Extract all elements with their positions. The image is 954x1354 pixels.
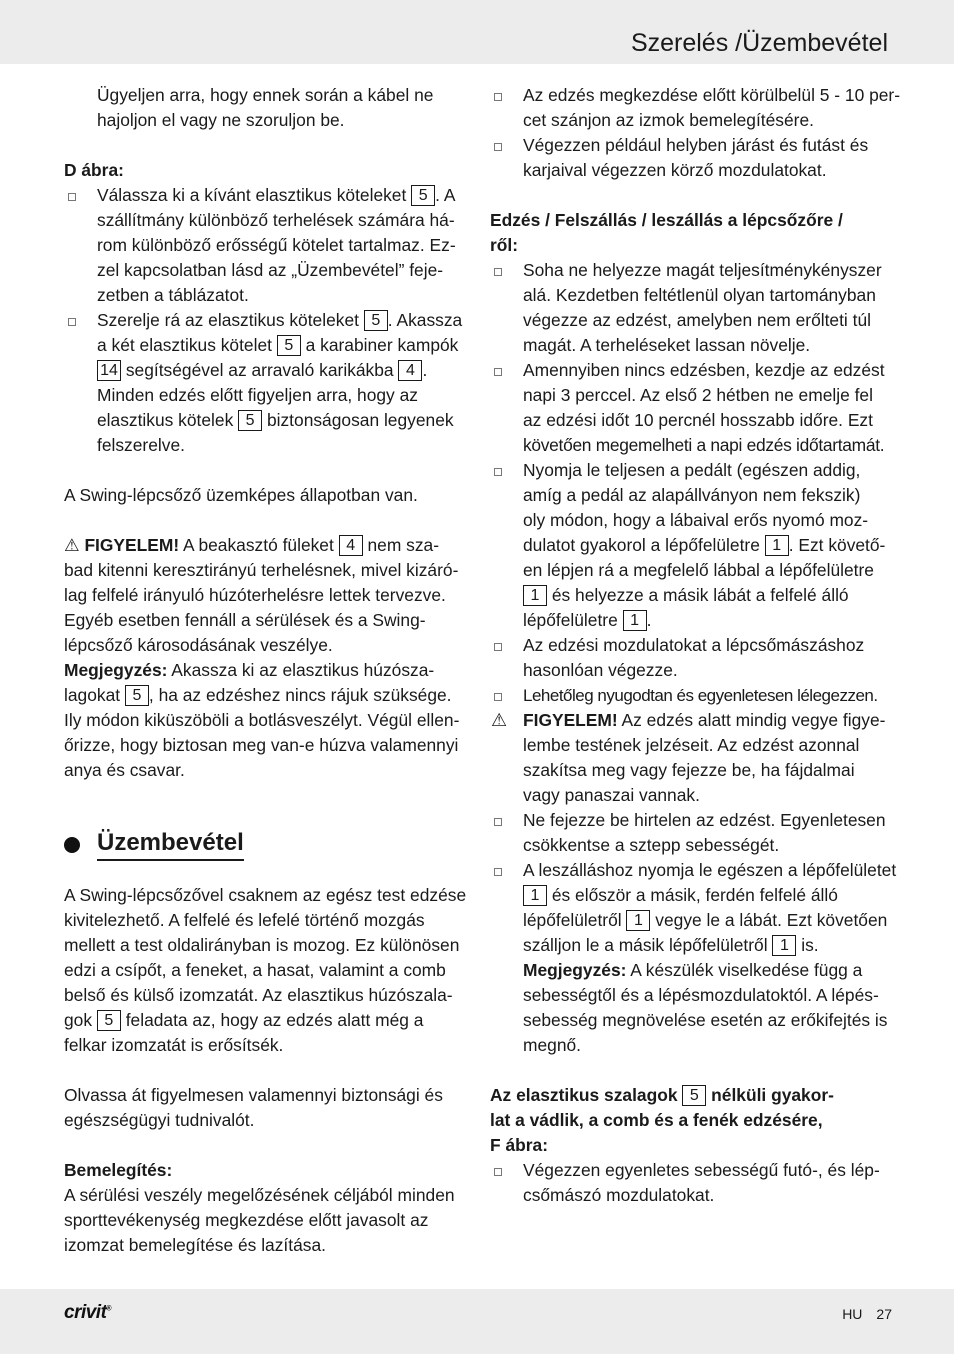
list-item: Soha ne helyezze magát teljesítménykényszer alá. Kezdetben feltétlenül olyan tartományban végezze az edzést, amelyben nem erőlteti túl magát. A terheléseket lassan növelje. bbox=[490, 258, 892, 358]
ref-box: 5 bbox=[125, 685, 149, 706]
bullet-dot-icon bbox=[64, 837, 80, 853]
brand-logo: crivit® bbox=[64, 1302, 112, 1323]
list-item: Szerelje rá az elasztikus köteleket 5 . Akassza a két elasztikus kötelet 5 a karabiner kampók 14 segítségével az arravaló karikákba 4 . Minden edzés előtt figyeljen arra, hogy az elasztikus kötelek 5 biztonságosan legyenek felszerelve. bbox=[64, 308, 466, 458]
warning-icon: ⚠ bbox=[491, 710, 508, 730]
warning-label: FIGYELEM! bbox=[523, 710, 618, 730]
page-footer bbox=[0, 1289, 954, 1354]
list-item: Amennyiben nincs edzésben, kezdje az edzést napi 3 perccel. Az első 2 hétben ne emelje fel az edzési időt 10 percnél hosszabb időre. Ezt követően megemelheti a napi edzés időtartamát. bbox=[490, 358, 892, 458]
ref-box: 5 bbox=[277, 335, 301, 356]
right-column: Az edzés megkezdése előtt körülbelül 5 - 10 per- cet szánjon az izmok bemelegítésére. Végezzen például helyben járást és futást és karjaival végezzen körző mozdulatokat. Edzés / Felszállás / leszállás a lépcsőzőre / ről: Soha ne helyezze magát teljesítménykényszer alá. Kezdetben feltétlenül olyan tartományban végezze az edzést, amelyben nem erőlteti túl magát. A terheléseket lassan növelje. Amennyiben nincs edzésben, kezdje az edzést napi 3 perccel. Az első 2 hétben ne emelje fel az edzési időt 10 percnél hosszabb időre. Ezt követően megemelheti a napi edzés időtartamát. Nyomja le teljesen a pedált (egészen addig, amíg a pedál az alapállványon nem fekszik) oly módon, hogy a lábaival erős nyomó moz- dulatot gyakorol a lépőfelületre 1 . Ezt követő- en lépjen rá a megfelelő lábbal a lépőfelületre 1 és helyezze a másik lábát a felfelé álló lépőfelületre 1 . Az edzési mozdulatokat a lépcsőmászáshoz hasonlóan végezze. Lehetőleg nyugodtan és egyenletesen lélegezzen. ⚠ FIGYELEM! Az edzés alatt mindig vegye figye- lembe testének jelzéseit. Az edzést azonnal szakítsa meg vagy fejezze be, ha fájdalmai vagy panaszai vannak. Ne fejezze be hirtelen az edzést. Egyenletesen csökkentse a sztepp sebességét. A leszálláshoz nyomja le egészen a lépőfelületet 1 és először a másik, ferdén felfelé álló lépőfelületről 1 vegye le a lábát. Ezt követően szálljon le a másik lépőfelületről 1 is. Megjegyzés: A készülék viselkedése függ a sebességtől és a lépésmozdulatoktól. A lépés- sebesség megnövelése esetén az erőkifejtés is megnő. Az elasztikus szalagok 5 nélküli gyakor- lat a vádlik, a comb és a fenék edzésére, F ábra: Végezzen egyenletes sebességű futó-, és lép- csőmászó mozdulatokat. bbox=[490, 83, 892, 1208]
warning-icon: ⚠ bbox=[64, 535, 80, 555]
ref-box: 5 bbox=[364, 310, 388, 331]
left-column-lower: A Swing-lépcsőzővel csaknem az egész test edzése kivitelezhető. A felfelé és lefelé történő mozgás mellett a test oldalirányban is mozog. Ez különösen edzi a csípőt, a feneket, a hasat, valamint a comb belső és külső izomzatát. Az elasztikus húzószala- gok 5 feladata az, hogy az edzés alatt még a felkar izomzatát is erősítsék. Olvassa át figyelmesen valamennyi biztonsági és egészségügyi tudnivalót. Bemelegítés: A sérülési veszély megelőzésének céljából minden sporttevékenység megkezdése előtt javasolt az izomzat bemelegítése és lazítása. bbox=[64, 885, 467, 1255]
ref-box: 4 bbox=[398, 360, 422, 381]
list-item: Végezzen egyenletes sebességű futó-, és lép- csőmászó mozdulatokat. bbox=[490, 1158, 892, 1208]
warning-label: FIGYELEM! bbox=[84, 535, 180, 555]
ref-box: 5 bbox=[238, 410, 262, 431]
warning-block: ⚠ FIGYELEM! Az edzés alatt mindig vegye figye- lembe testének jelzéseit. Az edzést azonnal szakítsa meg vagy fejezze be, ha fájdalmai vagy panaszai vannak. bbox=[491, 710, 886, 805]
ref-box: 4 bbox=[339, 535, 363, 556]
page-header bbox=[0, 0, 954, 64]
figure-d-heading: D ábra: bbox=[64, 160, 124, 180]
page-number: 27 bbox=[876, 1306, 892, 1322]
ref-box: 14 bbox=[97, 360, 121, 381]
list-item: Az edzés megkezdése előtt körülbelül 5 - 10 per- cet szánjon az izmok bemelegítésére. bbox=[490, 83, 892, 133]
ref-box: 1 bbox=[523, 585, 547, 606]
trademark-icon: ® bbox=[106, 1305, 112, 1313]
ref-box: 1 bbox=[765, 535, 789, 556]
ref-box: 5 bbox=[97, 1010, 121, 1031]
list-item: Nyomja le teljesen a pedált (egészen addig, amíg a pedál az alapállványon nem fekszik) oly módon, hogy a lábaival erős nyomó moz- dulatot gyakorol a lépőfelületre 1 . Ezt követő- en lépjen rá a megfelelő lábbal a lépőfelületre 1 és helyezze a másik lábát a felfelé álló lépőfelületre 1 . bbox=[490, 458, 892, 633]
list-item: Lehetőleg nyugodtan és egyenletesen lélegezzen. bbox=[490, 683, 892, 708]
left-column bbox=[64, 83, 466, 783]
text-line: hajoljon el vagy ne szoruljon be. bbox=[97, 110, 345, 130]
ref-box: 1 bbox=[772, 935, 796, 956]
language-code: HU bbox=[842, 1306, 863, 1322]
list-item: Válassza ki a kívánt elasztikus köteleket 5 . A szállítmány különböző terhelések számára há- rom különböző erősségű kötelet tartalmaz. Ez- zel kapcsolatban lásd az „Üzembevétel” feje- zetben a táblázatot. bbox=[64, 183, 466, 308]
page-title: Szerelés /Üzembevétel bbox=[630, 29, 888, 57]
exercise-heading: Az elasztikus szalagok 5 nélküli gyakor- bbox=[490, 1085, 834, 1105]
ref-box: 5 bbox=[411, 185, 435, 206]
list-item: Ne fejezze be hirtelen az edzést. Egyenletesen csökkentse a sztepp sebességét. bbox=[490, 808, 892, 858]
page-info bbox=[842, 1306, 892, 1322]
note-block: Megjegyzés: Akassza ki az elasztikus húzósza- lagokat 5 , ha az edzéshez nincs rájuk szüksége. Ily módon kiküszöböli a botlásveszélyt. Végül ellen- őrizze, hogy biztosan meg van-e húzva valamennyi anya és csavar. bbox=[64, 660, 460, 780]
note-label: Megjegyzés: bbox=[64, 660, 168, 680]
section-title: Üzembevétel bbox=[97, 828, 244, 861]
warning-block: ⚠ FIGYELEM! A beakasztó füleket 4 nem sza- bad kitenni keresztirányú terhelésnek, mivel kizáró- lag felfelé irányuló húzóterhelésre lettek tervezve. Egyéb esetben fennáll a sérülések és a Swing- lépcsőző károsodásának veszélye. bbox=[64, 535, 459, 655]
ref-box: 5 bbox=[682, 1085, 706, 1106]
training-heading: Edzés / Felszállás / leszállás a lépcsőzőre / bbox=[490, 210, 843, 230]
list-item: A leszálláshoz nyomja le egészen a lépőfelületet 1 és először a másik, ferdén felfelé álló lépőfelületről 1 vegye le a lábát. Ezt követően szálljon le a másik lépőfelületről 1 is. Megjegyzés: A készülék viselkedése függ a sebességtől és a lépésmozdulatoktól. A lépés- sebesség megnövelése esetén az erőkifejtés is megnő. bbox=[490, 858, 892, 1058]
list-item: Végezzen például helyben járást és futást és karjaival végezzen körző mozdulatokat. bbox=[490, 133, 892, 183]
list-item: Az edzési mozdulatokat a lépcsőmászáshoz hasonlóan végezze. bbox=[490, 633, 892, 683]
warmup-heading: Bemelegítés: bbox=[64, 1160, 173, 1180]
note-label: Megjegyzés: bbox=[523, 960, 627, 980]
text-line: Ügyeljen arra, hogy ennek során a kábel ne bbox=[97, 85, 434, 105]
text-line: A Swing-lépcsőző üzemképes állapotban van. bbox=[64, 485, 418, 505]
ref-box: 1 bbox=[523, 885, 547, 906]
ref-box: 1 bbox=[623, 610, 647, 631]
ref-box: 1 bbox=[626, 910, 650, 931]
